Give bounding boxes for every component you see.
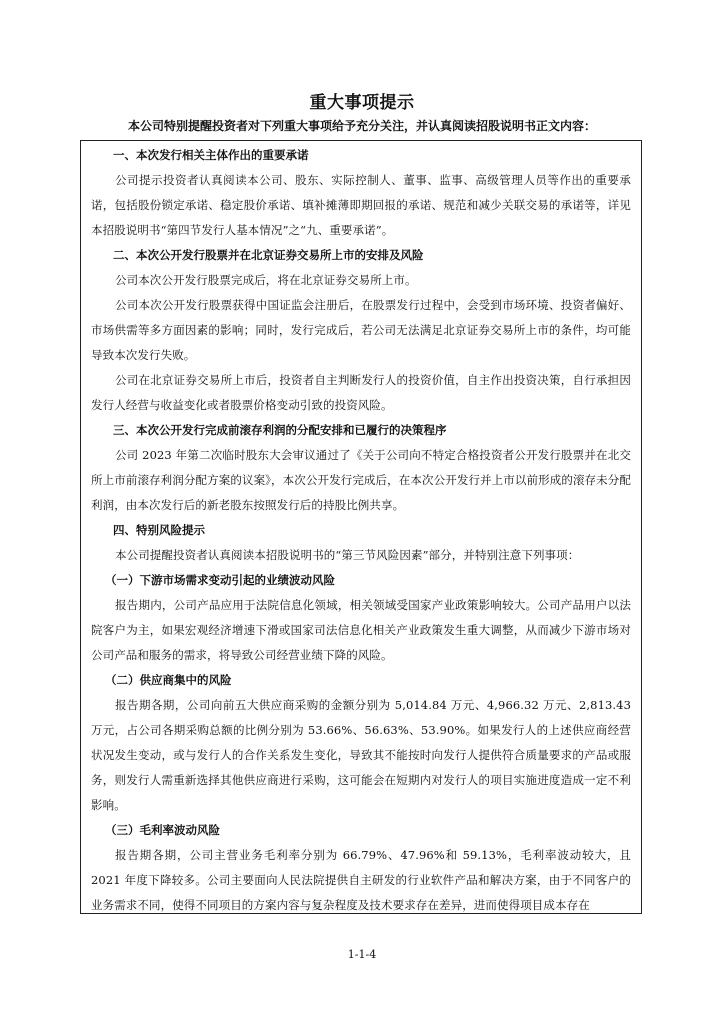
- section-2-paragraph-1: 公司本次公开发行股票完成后，将在北京证券交易所上市。: [115, 273, 417, 287]
- section-3-paragraph-1: 公司 2023 年第二次临时股东大会审议通过了《关于公司向不特定合格投资者公开发行股票并在北交所上市前滚存利润分配方案的议案》，本次公开发行完成后，在本次公开发行并上市以前形成的滚存未分配利润，由本次发行后的新老股东按照发行后的持股比例共享。: [91, 448, 631, 512]
- section-4-heading: 四、特别风险提示: [113, 523, 205, 537]
- section-1-heading: 一、本次发行相关主体作出的重要承诺: [113, 148, 309, 162]
- notice-frame: [80, 140, 642, 914]
- risk-3-heading: （三）毛利率波动风险: [105, 823, 220, 837]
- risk-2-paragraph-1: 报告期各期，公司向前五大供应商采购的金额分别为 5,014.84 万元、4,966.32 万元、2,813.43 万元，占公司各期采购总额的比例分别为 53.66%、56.63%、53.90%。如果发行人的上述供应商经营状况发生变动，或与发行人的合作关系发生变化，导致其不能按时向发行人提供符合质量要求的产品或服务，则发行人需重新选择其他供应商进行采购，这可能会在短期内对发行人的项目实施进度造成一定不利影响。: [91, 698, 631, 812]
- intro-statement: 本公司特别提醒投资者对下列重大事项给予充分关注，并认真阅读招股说明书正文内容：: [127, 119, 596, 133]
- section-2-heading: 二、本次公开发行股票并在北京证券交易所上市的安排及风险: [113, 248, 424, 262]
- page-number: 1-1-4: [347, 948, 377, 961]
- section-3-heading: 三、本次公开发行完成前滚存利润的分配安排和已履行的决策程序: [113, 423, 447, 437]
- risk-1-paragraph-1: 报告期内，公司产品应用于法院信息化领域，相关领域受国家产业政策影响较大。公司产品用户以法院客户为主，如果宏观经济增速下滑或国家司法信息化相关产业政策发生重大调整，从而减少下游市场对公司产品和服务的需求，将导致公司经营业绩下降的风险。: [91, 598, 631, 662]
- section-4-paragraph-1: 本公司提醒投资者认真阅读本招股说明书的“第三节风险因素”部分，并特别注意下列事项：: [115, 548, 580, 562]
- section-2-paragraph-3: 公司在北京证券交易所上市后，投资者自主判断发行人的投资价值，自主作出投资决策，自行承担因发行人经营与收益变化或者股票价格变动引致的投资风险。: [91, 373, 631, 412]
- section-2-paragraph-2: 公司本次公开发行股票获得中国证监会注册后，在股票发行过程中，会受到市场环境、投资者偏好、市场供需等多方面因素的影响；同时，发行完成后，若公司无法满足北京证券交易所上市的条件，均可能导致本次发行失败。: [91, 298, 631, 362]
- risk-3-paragraph-1: 报告期各期，公司主营业务毛利率分别为 66.79%、47.96%和 59.13%，毛利率波动较大，且 2021 年度下降较多。公司主要面向人民法院提供自主研发的行业软件产品和解决方案，由于不同客户的业务需求不同，使得不同项目的方案内容与复杂程度及技术要求存在差异，进而使得项目成本存在: [91, 848, 631, 912]
- risk-2-heading: （二）供应商集中的风险: [105, 673, 232, 687]
- risk-1-heading: （一）下游市场需求变动引起的业绩波动风险: [105, 573, 335, 587]
- notice-content: [91, 143, 631, 914]
- page-title: 重大事项提示: [309, 93, 415, 113]
- section-1-paragraph-1: 公司提示投资者认真阅读本公司、股东、实际控制人、董事、监事、高级管理人员等作出的重要承诺，包括股份锁定承诺、稳定股价承诺、填补摊薄即期回报的承诺、规范和减少关联交易的承诺等，详见本招股说明书“第四节发行人基本情况”之“九、重要承诺”。: [91, 173, 631, 237]
